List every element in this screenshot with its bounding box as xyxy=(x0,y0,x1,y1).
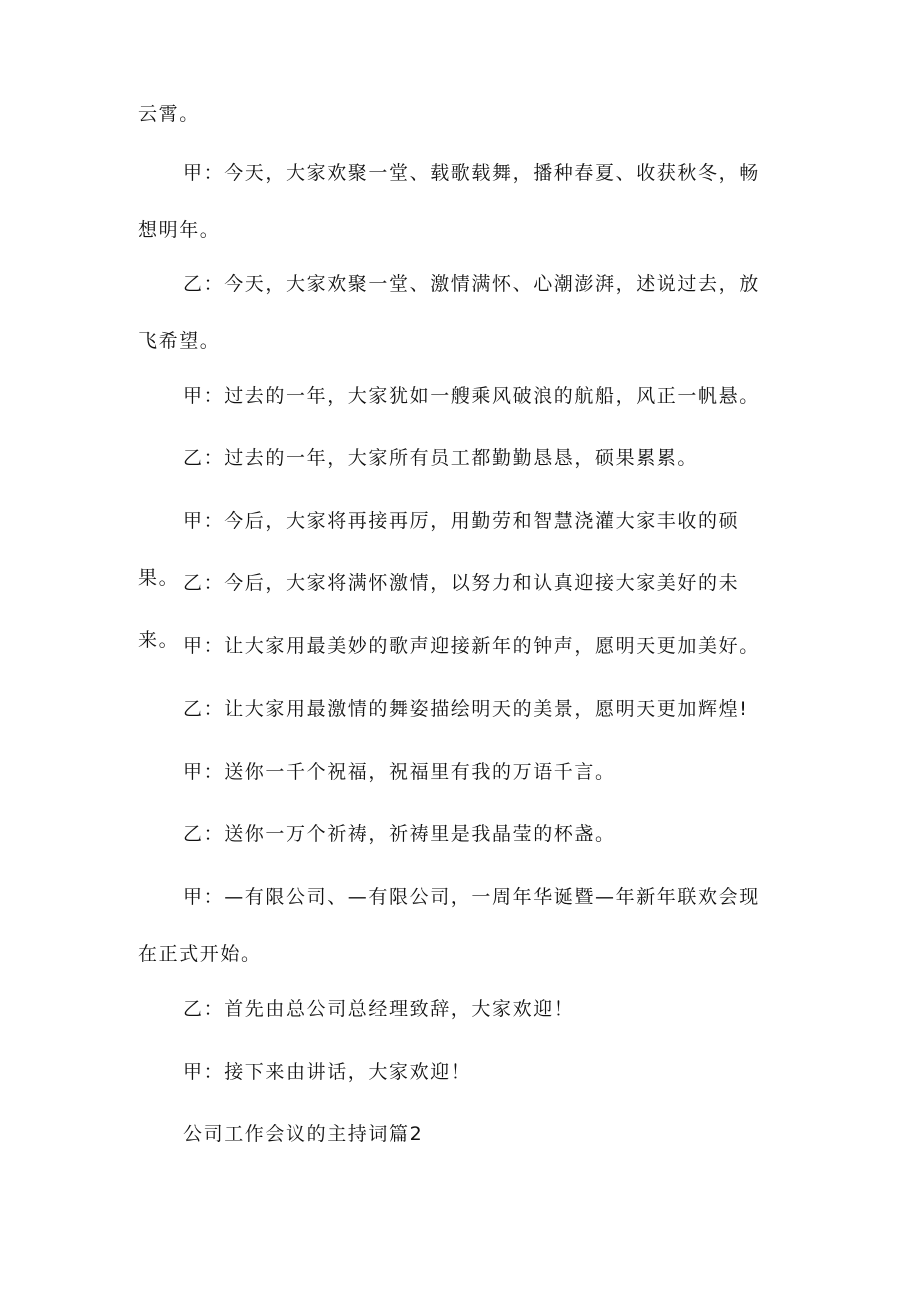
paragraph-dialogue: 甲：让大家用最美妙的歌声迎接新年的钟声，愿明天更加美好。 xyxy=(183,635,760,657)
paragraph-dialogue: 乙：送你一万个祈祷，祈祷里是我晶莹的杯盏。 xyxy=(183,823,616,845)
paragraph-dialogue: 乙：过去的一年，大家所有员工都勤勤恳恳，硕果累累。 xyxy=(183,447,699,469)
paragraph-dialogue: 乙：今后，大家将满怀激情，以努力和认真迎接大家美好的未来。 xyxy=(138,572,740,651)
paragraph-dialogue: 乙：今天，大家欢聚一堂、激情满怀、心潮澎湃，述说过去，放飞希望。 xyxy=(138,273,760,352)
paragraph-dialogue: 乙：首先由总公司总经理致辞，大家欢迎！ xyxy=(183,998,575,1020)
paragraph-dialogue: 甲：送你一千个祝福，祝福里有我的万语千言。 xyxy=(183,761,616,783)
paragraph-dialogue: 甲：过去的一年，大家犹如一艘乘风破浪的航船，风正一帆悬。 xyxy=(183,385,760,407)
section-heading: 公司工作会议的主持词篇2 xyxy=(183,1123,424,1145)
paragraph-continuation: 云霄。 xyxy=(138,103,200,125)
paragraph-dialogue: 甲：今天，大家欢聚一堂、载歌载舞，播种春夏、收获秋冬，畅想明年。 xyxy=(138,162,760,241)
paragraph-dialogue: 甲：—有限公司、—有限公司，一周年华诞暨—年新年联欢会现在正式开始。 xyxy=(138,886,760,965)
paragraph-dialogue: 乙：让大家用最激情的舞姿描绘明天的美景，愿明天更加辉煌! xyxy=(183,698,749,720)
paragraph-dialogue: 甲：今后，大家将再接再厉，用勤劳和智慧浇灌大家丰收的硕果。 xyxy=(138,510,740,589)
paragraph-dialogue: 甲：接下来由讲话，大家欢迎！ xyxy=(183,1061,472,1083)
